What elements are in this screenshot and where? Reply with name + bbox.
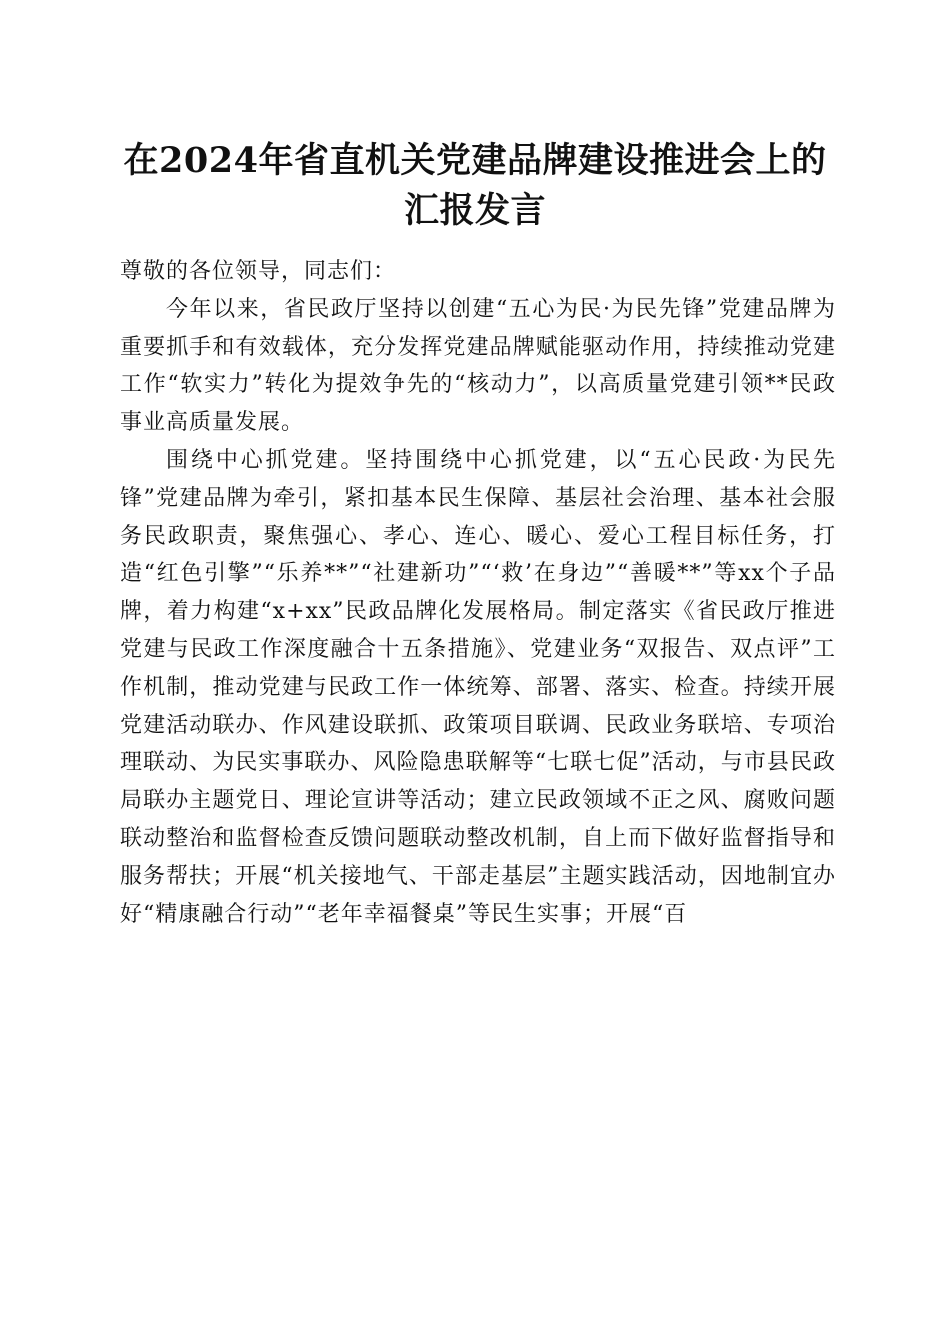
title-line-2: 汇报发言: [403, 190, 546, 231]
paragraph-intro: 今年以来，省民政厅坚持以创建“五心为民·为民先锋”党建品牌为重要抓手和有效载体，充分发挥党建品牌赋能驱动作用，持续推动党建工作“软实力”转化为提效争先的“核动力”，以高质量党建引领**民政事业高质量发展。: [120, 296, 836, 436]
salutation: 尊敬的各位领导，同志们：: [120, 259, 397, 284]
document-title: [100, 136, 850, 236]
paragraph-center-party-building: 围绕中心抓党建。坚持围绕中心抓党建，以“五心民政·为民先锋”党建品牌为牵引，紧扣基本民生保障、基层社会治理、基本社会服务民政职责，聚焦强心、孝心、连心、暖心、爱心工程目标任务，打造“红色引擎”“乐养**”“社建新功”“‘救’在身边”“善暖**”等xx个子品牌，着力构建“x+xx”民政品牌化发展格局。制定落实《省民政厅推进党建与民政工作深度融合十五条措施》、党建业务“双报告、双点评”工作机制，推动党建与民政工作一体统筹、部署、落实、检查。持续开展党建活动联办、作风建设联抓、政策项目联调、民政业务联培、专项治理联动、为民实事联办、风险隐患联解等“七联七促”活动，与市县民政局联办主题党日、理论宣讲等活动；建立民政领域不正之风、腐败问题联动整治和监督检查反馈问题联动整改机制，自上而下做好监督指导和服务帮扶；开展“机关接地气、干部走基层”主题实践活动，因地制宜办好“精康融合行动”“老年幸福餐桌”等民生实事；开展“百: [120, 447, 836, 927]
document-body: [120, 253, 836, 933]
title-line-1: 在2024年省直机关党建品牌建设推进会上的: [123, 140, 827, 181]
